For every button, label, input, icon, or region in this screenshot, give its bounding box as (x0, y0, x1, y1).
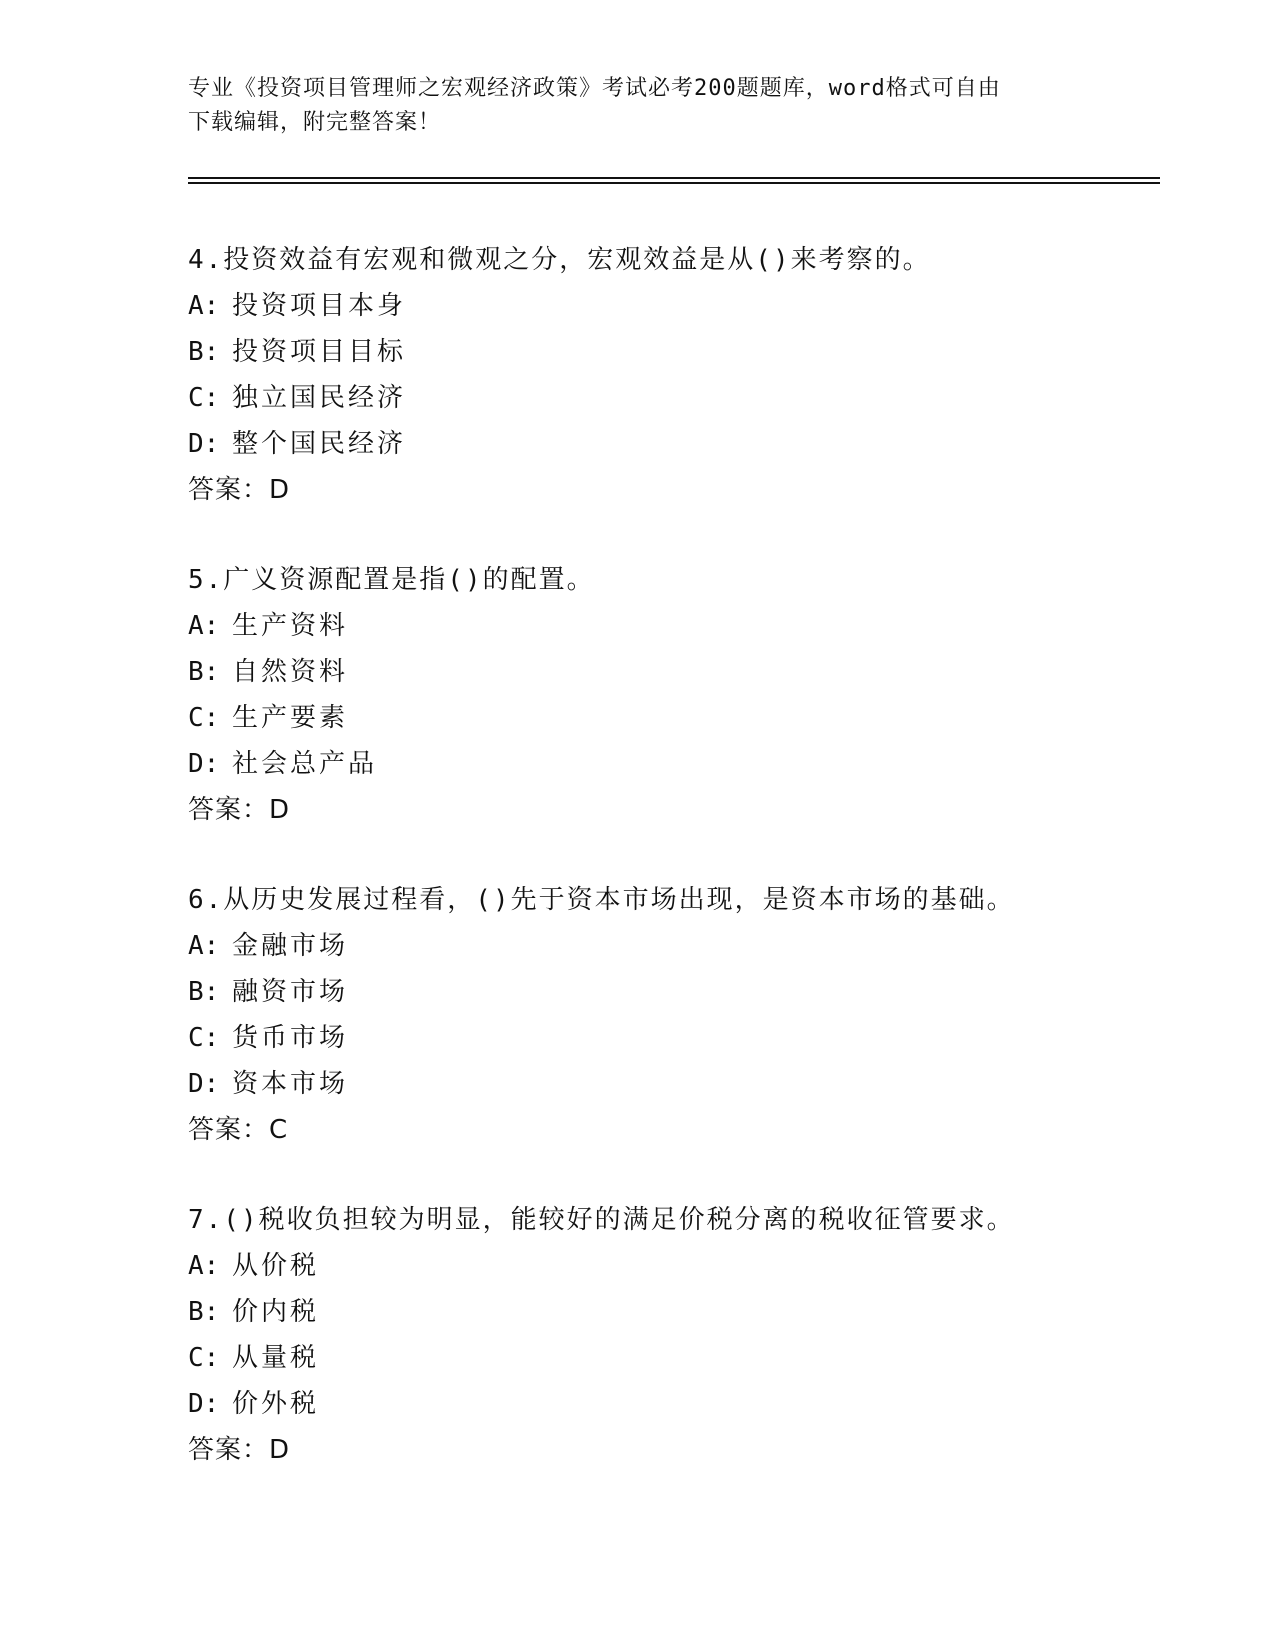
option-b (188, 1289, 1188, 1335)
option-letter: B: (188, 977, 220, 1007)
option-text: 资本市场 (232, 1069, 349, 1099)
question-title: 4.投资效益有宏观和微观之分，宏观效益是从()来考察的。 (188, 245, 931, 275)
header-line-1: 专业《投资项目管理师之宏观经济政策》考试必考200题题库，word格式可自由 (188, 76, 1001, 101)
option-c (188, 1335, 1188, 1381)
question-title: 6.从历史发展过程看，()先于资本市场出现，是资本市场的基础。 (188, 885, 1015, 915)
option-c (188, 375, 1188, 421)
question-7 (188, 1197, 1188, 1473)
option-d (188, 741, 1188, 787)
option-letter: C: (188, 1343, 220, 1373)
option-c (188, 695, 1188, 741)
question-title: 7.()税收负担较为明显，能较好的满足价税分离的税收征管要求。 (188, 1205, 1015, 1235)
option-b (188, 969, 1188, 1015)
header-divider-bottom (188, 182, 1160, 184)
option-d (188, 421, 1188, 467)
question-title: 5.广义资源配置是指()的配置。 (188, 565, 595, 595)
option-text: 从价税 (232, 1251, 320, 1281)
question-4 (188, 237, 1188, 513)
option-a (188, 283, 1188, 329)
option-a (188, 923, 1188, 969)
question-5 (188, 557, 1188, 833)
option-text: 整个国民经济 (232, 429, 407, 459)
document-header (188, 72, 1088, 140)
option-letter: A: (188, 1251, 220, 1281)
option-c (188, 1015, 1188, 1061)
option-text: 社会总产品 (232, 749, 378, 779)
option-letter: B: (188, 1297, 220, 1327)
option-text: 独立国民经济 (232, 383, 407, 413)
question-6 (188, 877, 1188, 1153)
option-letter: D: (188, 1069, 220, 1099)
option-text: 价外税 (232, 1389, 320, 1419)
header-line-2: 下载编辑，附完整答案！ (188, 110, 442, 135)
answer-line: 答案：D (188, 1435, 291, 1465)
option-letter: C: (188, 703, 220, 733)
option-a (188, 1243, 1188, 1289)
option-text: 价内税 (232, 1297, 320, 1327)
option-text: 从量税 (232, 1343, 320, 1373)
option-text: 生产要素 (232, 703, 349, 733)
option-letter: D: (188, 429, 220, 459)
option-text: 投资项目目标 (232, 337, 407, 367)
answer-line: 答案：D (188, 795, 291, 825)
answer-line: 答案：C (188, 1115, 289, 1145)
option-b (188, 329, 1188, 375)
option-letter: D: (188, 749, 220, 779)
option-letter: B: (188, 657, 220, 687)
option-text: 货币市场 (232, 1023, 349, 1053)
option-letter: C: (188, 383, 220, 413)
option-letter: D: (188, 1389, 220, 1419)
option-d (188, 1381, 1188, 1427)
option-text: 金融市场 (232, 931, 349, 961)
option-text: 自然资料 (232, 657, 349, 687)
option-letter: A: (188, 611, 220, 641)
option-text: 生产资料 (232, 611, 349, 641)
option-letter: C: (188, 1023, 220, 1053)
option-a (188, 603, 1188, 649)
option-letter: A: (188, 931, 220, 961)
option-letter: A: (188, 291, 220, 321)
option-text: 融资市场 (232, 977, 349, 1007)
option-letter: B: (188, 337, 220, 367)
option-text: 投资项目本身 (232, 291, 407, 321)
answer-line: 答案：D (188, 475, 291, 505)
option-b (188, 649, 1188, 695)
option-d (188, 1061, 1188, 1107)
header-divider-top (188, 177, 1160, 179)
